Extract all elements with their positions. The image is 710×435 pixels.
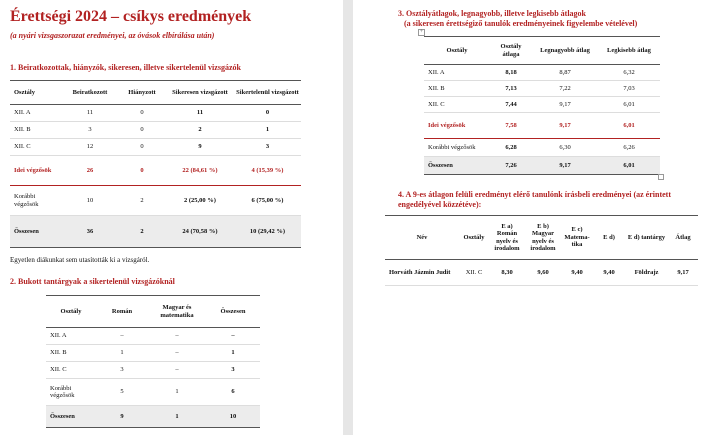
cell: 3 — [62, 122, 118, 139]
cell: XII. A — [10, 105, 62, 122]
failed-subjects-table — [46, 295, 260, 428]
cell: 2 — [118, 216, 166, 248]
page-subtitle: (a nyári vizsgaszorazat eredményei, az óvások elbírálása után) — [10, 31, 215, 40]
cell: 24 (70,58 %) — [166, 216, 234, 248]
table-header-row — [424, 37, 660, 65]
cell: 9,17 — [668, 260, 698, 286]
cell: 6,32 — [598, 65, 660, 81]
table-row — [46, 328, 260, 345]
col-header: Összesen — [206, 296, 260, 328]
cell: 3 — [234, 139, 301, 156]
section-4-heading: 4. A 9-es átlagon felüli eredményt elérő tanulónk írásbeli eredményei (az érintett — [398, 190, 671, 199]
cell: 12 — [62, 139, 118, 156]
table-row — [10, 105, 301, 122]
cell: 9 — [96, 406, 148, 428]
col-header: E a) Román nyelv és irodalom — [489, 216, 525, 260]
averages-table — [424, 36, 660, 175]
cell: Összesen — [424, 157, 490, 175]
cell: Összesen — [46, 406, 96, 428]
cell: 2 — [118, 186, 166, 216]
cell: 11 — [62, 105, 118, 122]
section-3-subheading: (a sikeresen érettségiző tanulók eredményeinek figyelembe vételével) — [404, 19, 638, 28]
table-resize-handle[interactable] — [658, 174, 664, 180]
cell: XII. C — [10, 139, 62, 156]
cell: Korábbi végzősök — [424, 139, 490, 157]
table-row — [424, 97, 660, 113]
section-4-subheading: engedélyével közzétéve): — [398, 200, 482, 209]
cell: 22 (84,61 %) — [166, 156, 234, 186]
cell: – — [148, 362, 206, 379]
left-page — [0, 0, 343, 435]
cell: 6,26 — [598, 139, 660, 157]
cell: 10 — [62, 186, 118, 216]
cell: 0 — [118, 122, 166, 139]
cell: 6,01 — [598, 157, 660, 175]
cell: 9,60 — [525, 260, 561, 286]
cell: Korábbi végzősök — [10, 186, 62, 216]
col-header: Osztály átlaga — [490, 37, 532, 65]
col-header: Legkisebb átlag — [598, 37, 660, 65]
table-row — [10, 186, 301, 216]
section-2-heading: 2. Bukott tantárgyak a sikertelenül vizsgázóknál — [10, 277, 175, 286]
cell: Idei végzősök — [424, 113, 490, 139]
cell: 1 — [234, 122, 301, 139]
table-header-row — [385, 216, 698, 260]
cell: 9,17 — [532, 97, 598, 113]
cell: 8,18 — [490, 65, 532, 81]
col-header: Román — [96, 296, 148, 328]
table-row-total — [10, 216, 301, 248]
cell: – — [148, 328, 206, 345]
table-row-total — [46, 406, 260, 428]
cell: Horváth Jázmin Judit — [385, 260, 459, 286]
col-header: Sikeresen vizsgázott — [166, 81, 234, 105]
cell: – — [96, 328, 148, 345]
table-row-total — [424, 157, 660, 175]
cell: 6,01 — [598, 97, 660, 113]
col-header: Osztály — [459, 216, 489, 260]
table-row-current-graduates — [10, 156, 301, 186]
cell: 6,28 — [490, 139, 532, 157]
cell: 10 (29,42 %) — [234, 216, 301, 248]
cell: XII. B — [10, 122, 62, 139]
table-row — [10, 122, 301, 139]
cell: 2 (25,00 %) — [166, 186, 234, 216]
cell: 7,44 — [490, 97, 532, 113]
cell: XII. B — [424, 81, 490, 97]
table-row — [424, 139, 660, 157]
cell: 0 — [118, 139, 166, 156]
enrollment-table — [10, 80, 301, 248]
cell: 7,03 — [598, 81, 660, 97]
cell: Idei végzősök — [10, 156, 62, 186]
cell: Összesen — [10, 216, 62, 248]
cell: 26 — [62, 156, 118, 186]
cell: 8,30 — [489, 260, 525, 286]
cell: 3 — [206, 362, 260, 379]
table-row-current-graduates — [424, 113, 660, 139]
cell: 0 — [118, 156, 166, 186]
col-header: Legnagyobb átlag — [532, 37, 598, 65]
table-move-handle-icon[interactable]: + — [419, 29, 424, 35]
col-header: Osztály — [46, 296, 96, 328]
cell: 1 — [96, 345, 148, 362]
page-title: Érettségi 2024 – csíkys eredmények — [10, 8, 252, 25]
cell: 10 — [206, 406, 260, 428]
col-header: E d) — [593, 216, 625, 260]
cell: 9 — [166, 139, 234, 156]
cell: 7,13 — [490, 81, 532, 97]
table-row — [46, 379, 260, 406]
cell: – — [148, 345, 206, 362]
table-row — [46, 362, 260, 379]
col-header: Név — [385, 216, 459, 260]
cell: 1 — [148, 406, 206, 428]
cell: 9,17 — [532, 113, 598, 139]
col-header: Hiányzott — [118, 81, 166, 105]
note-text: Egyetlen diákunkat sem utasították ki a vizsgáról. — [10, 256, 150, 264]
cell: 3 — [96, 362, 148, 379]
cell: XII. C — [424, 97, 490, 113]
col-header: Beiratkozott — [62, 81, 118, 105]
cell: XII. C — [459, 260, 489, 286]
col-header: E c) Matema-tika — [561, 216, 593, 260]
table-row — [424, 81, 660, 97]
table-row — [46, 345, 260, 362]
cell: XII. A — [46, 328, 96, 345]
cell: 1 — [148, 379, 206, 406]
col-header: E b) Magyar nyelv és irodalom — [525, 216, 561, 260]
cell: 6,30 — [532, 139, 598, 157]
cell: XII. C — [46, 362, 96, 379]
table-row — [424, 65, 660, 81]
cell: 11 — [166, 105, 234, 122]
cell: XII. B — [46, 345, 96, 362]
cell: 0 — [118, 105, 166, 122]
cell: 1 — [206, 345, 260, 362]
cell: Földrajz — [625, 260, 668, 286]
cell: 0 — [234, 105, 301, 122]
col-header: Osztály — [10, 81, 62, 105]
cell: 6 (75,00 %) — [234, 186, 301, 216]
table-row — [385, 260, 698, 286]
cell: 9,40 — [561, 260, 593, 286]
col-header: E d) tantárgy — [625, 216, 668, 260]
cell: 7,26 — [490, 157, 532, 175]
cell: 8,87 — [532, 65, 598, 81]
cell: 4 (15,39 %) — [234, 156, 301, 186]
cell: 36 — [62, 216, 118, 248]
cell: 5 — [96, 379, 148, 406]
cell: 6 — [206, 379, 260, 406]
cell: – — [206, 328, 260, 345]
cell: 7,22 — [532, 81, 598, 97]
table-header-row — [46, 296, 260, 328]
cell: XII. A — [424, 65, 490, 81]
col-header: Osztály — [424, 37, 490, 65]
cell: 7,58 — [490, 113, 532, 139]
cell: 6,01 — [598, 113, 660, 139]
cell: 9,40 — [593, 260, 625, 286]
cell: Korábbi végzősök — [46, 379, 96, 406]
col-header: Sikertelenül vizsgázott — [234, 81, 301, 105]
cell: 9,17 — [532, 157, 598, 175]
col-header: Magyar és matematika — [148, 296, 206, 328]
col-header: Átlag — [668, 216, 698, 260]
cell: 2 — [166, 122, 234, 139]
section-1-heading: 1. Beiratkozottak, hiányzók, sikeresen, illetve sikertelenül vizsgázók — [10, 63, 241, 72]
table-header-row — [10, 81, 301, 105]
table-row — [10, 139, 301, 156]
section-3-heading: 3. Osztályátlagok, legnagyobb, illetve legkisebb átlagok — [398, 9, 587, 18]
top-student-table — [385, 215, 698, 286]
